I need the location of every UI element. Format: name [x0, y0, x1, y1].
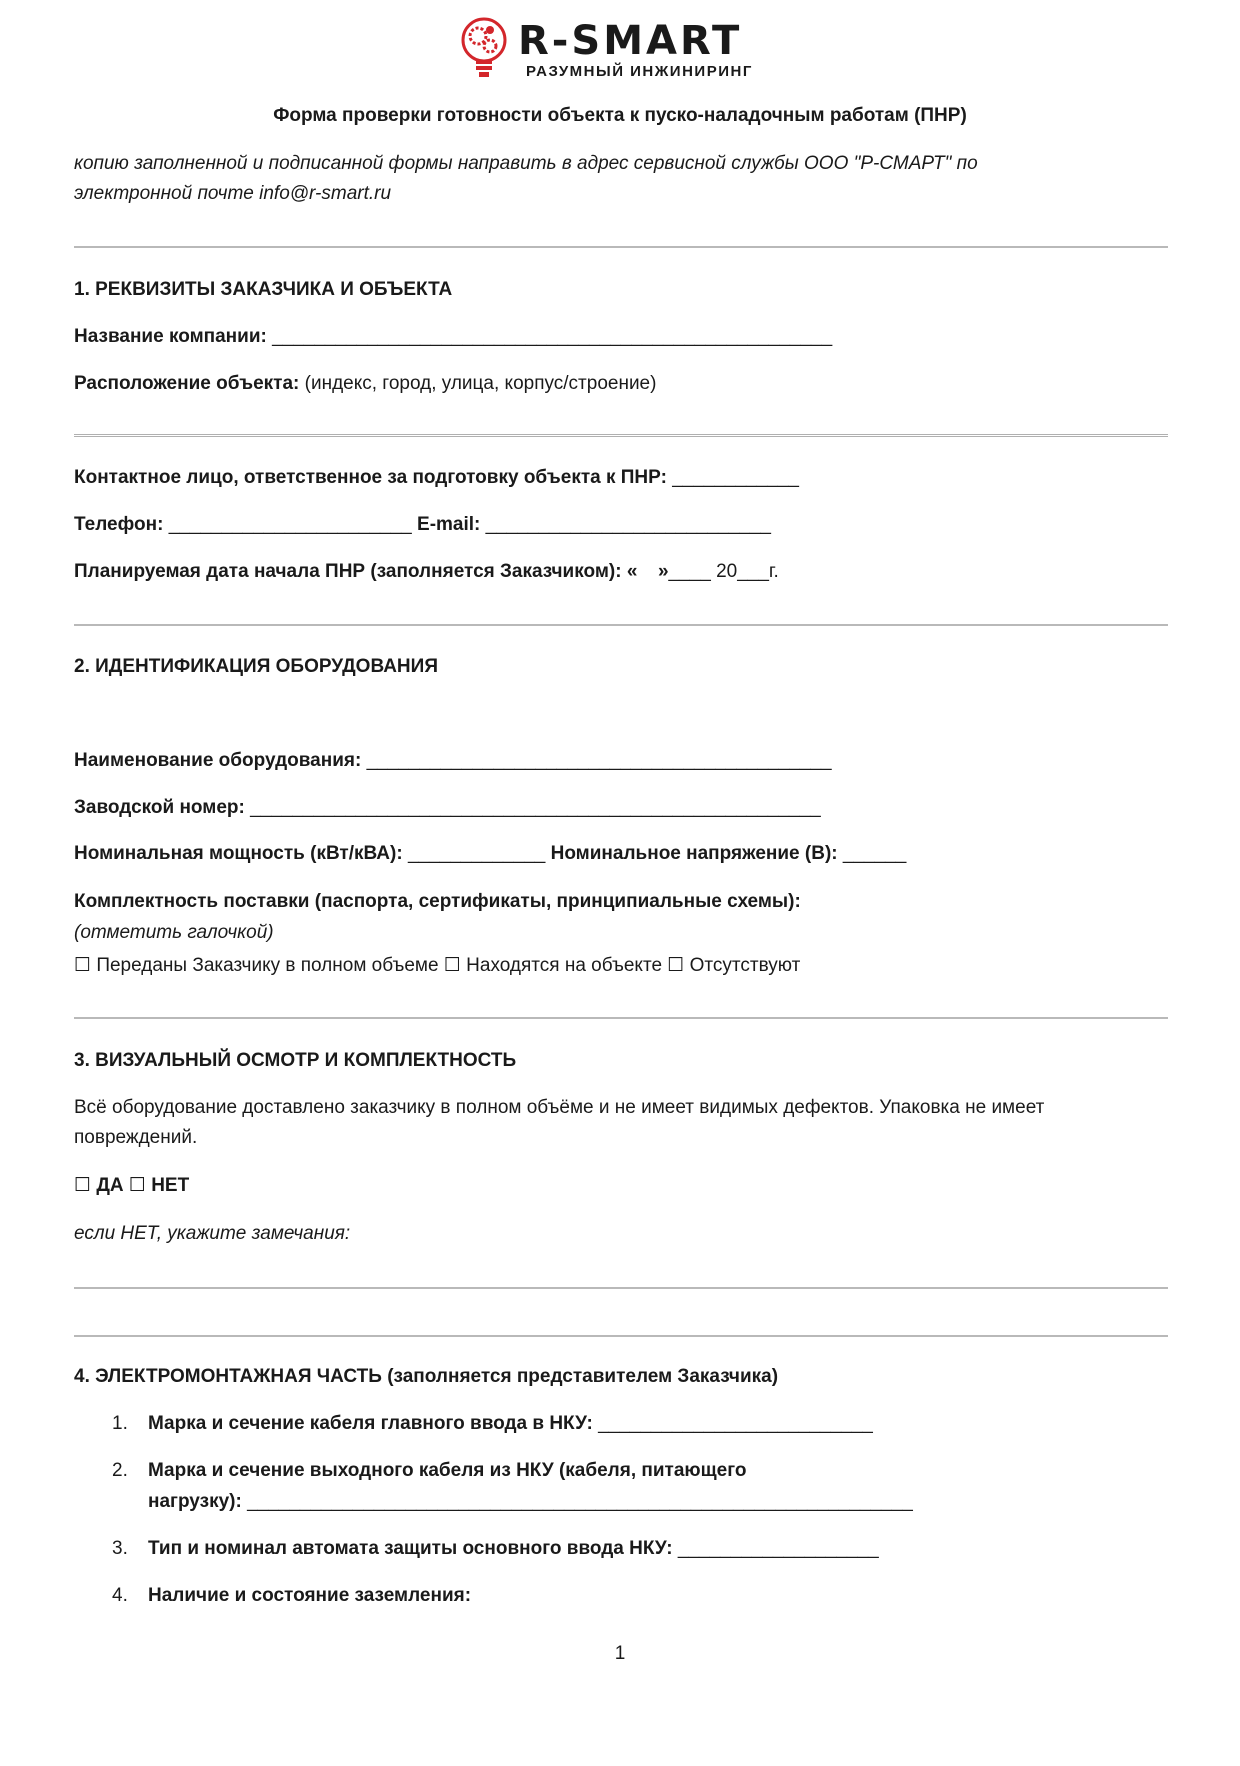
checkbox-delivered[interactable]: ☐ — [74, 954, 92, 976]
instruction-line-1: копию заполненной и подписанной формы направить в адрес сервисной службы ООО "Р-СМАРТ" по — [74, 153, 978, 174]
contact-label: Контактное лицо, ответственное за подготовку объекта к ПНР: — [74, 467, 667, 488]
start-date-row — [74, 560, 779, 584]
logo — [460, 16, 780, 86]
output-cable-field[interactable]: _______________________________________________________________ — [247, 1491, 913, 1512]
checkbox-absent[interactable]: ☐ — [667, 954, 685, 976]
company-label: Название компании: — [74, 326, 267, 347]
remarks-hint: если НЕТ, укажите замечания: — [74, 1223, 351, 1244]
section-4-title: 4. ЭЛЕКТРОМОНТАЖНАЯ ЧАСТЬ — [74, 1366, 382, 1387]
inspection-text-2: повреждений. — [74, 1127, 198, 1148]
completeness-label: Комплектность поставки (паспорта, сертификаты, принципиальные схемы): — [74, 891, 801, 912]
voltage-label: Номинальное напряжение (В): — [550, 843, 838, 864]
yes-label: ДА — [96, 1175, 124, 1196]
location-hint: (индекс, город, улица, корпус/строение) — [304, 373, 657, 394]
checkbox-no[interactable]: ☐ — [128, 1174, 146, 1196]
divider — [74, 1017, 1168, 1019]
power-label: Номинальная мощность (кВт/кВА): — [74, 843, 403, 864]
inspection-text-1: Всё оборудование доставлено заказчику в полном объёме и не имеет видимых дефектов. Упаковка не имеет — [74, 1097, 1045, 1118]
divider — [74, 246, 1168, 248]
start-date-field[interactable]: ____ 20___г. — [668, 561, 779, 582]
main-input-cable-field[interactable]: __________________________ — [598, 1413, 873, 1434]
email-field[interactable]: ___________________________ — [485, 514, 771, 535]
serial-row — [74, 796, 821, 820]
equipment-field[interactable]: ____________________________________________ — [366, 750, 832, 771]
list-item-number: 4. — [112, 1585, 128, 1606]
list-item-text: Наличие и состояние заземления: — [148, 1585, 472, 1606]
list-item — [112, 1412, 873, 1436]
option-delivered-label: Переданы Заказчику в полном объеме — [96, 955, 439, 976]
equipment-row — [74, 749, 832, 773]
lightbulb-gear-icon — [460, 16, 508, 82]
divider — [74, 1335, 1168, 1337]
list-item-text: нагрузку): — [148, 1491, 242, 1512]
list-item-text: Марка и сечение выходного кабеля из НКУ (кабеля, питающего — [148, 1460, 747, 1481]
yes-no-row — [74, 1173, 189, 1198]
company-row — [74, 325, 832, 349]
section-4-note: (заполняется представителем Заказчика) — [387, 1366, 779, 1387]
option-on-site-label: Находятся на объекте — [466, 955, 663, 976]
checkbox-yes[interactable]: ☐ — [74, 1174, 92, 1196]
company-field[interactable]: _____________________________________________________ — [272, 326, 833, 347]
no-label: НЕТ — [151, 1175, 190, 1196]
breaker-field[interactable]: ___________________ — [677, 1538, 879, 1559]
list-item-continuation — [148, 1490, 913, 1514]
completeness-options — [74, 953, 800, 978]
start-date-label: Планируемая дата начала ПНР (заполняется Заказчиком): — [74, 561, 622, 582]
serial-field[interactable]: ______________________________________________________ — [250, 797, 821, 818]
divider — [74, 624, 1168, 626]
power-voltage-row — [74, 842, 906, 866]
checkbox-on-site[interactable]: ☐ — [443, 954, 461, 976]
logo-name: R-SMART — [518, 18, 743, 64]
phone-email-row — [74, 513, 771, 537]
list-item-text: Тип и номинал автомата защиты основного ввода НКУ: — [148, 1538, 673, 1559]
contact-row — [74, 466, 799, 490]
divider — [74, 434, 1168, 439]
logo-tagline: РАЗУМНЫЙ ИНЖИНИРИНГ — [526, 63, 753, 80]
list-item-text: Марка и сечение кабеля главного ввода в НКУ: — [148, 1413, 593, 1434]
email-label: E-mail: — [417, 514, 481, 535]
list-item-number: 3. — [112, 1538, 128, 1559]
list-item — [112, 1584, 471, 1608]
date-close-quote: » — [657, 561, 669, 582]
section-4-heading — [74, 1365, 778, 1389]
serial-label: Заводской номер: — [74, 797, 245, 818]
list-item — [112, 1459, 747, 1483]
completeness-hint: (отметить галочкой) — [74, 922, 274, 943]
location-label: Расположение объекта: — [74, 373, 300, 394]
phone-field[interactable]: _______________________ — [168, 514, 412, 535]
phone-label: Телефон: — [74, 514, 164, 535]
power-field[interactable]: _____________ — [407, 843, 546, 864]
instruction-line-2: электронной почте info@r-smart.ru — [74, 183, 392, 204]
location-row — [74, 372, 656, 396]
list-item-number: 2. — [112, 1460, 128, 1481]
section-2-heading: 2. ИДЕНТИФИКАЦИЯ ОБОРУДОВАНИЯ — [74, 656, 438, 677]
list-item — [112, 1537, 879, 1561]
voltage-field[interactable]: ______ — [842, 843, 907, 864]
section-1-heading: 1. РЕКВИЗИТЫ ЗАКАЗЧИКА И ОБЪЕКТА — [74, 279, 453, 300]
equipment-label: Наименование оборудования: — [74, 750, 362, 771]
section-3-heading: 3. ВИЗУАЛЬНЫЙ ОСМОТР И КОМПЛЕКТНОСТЬ — [74, 1050, 517, 1071]
option-absent-label: Отсутствуют — [689, 955, 801, 976]
remarks-line[interactable] — [74, 1287, 1168, 1289]
page-number: 1 — [614, 1643, 626, 1664]
contact-field[interactable]: ____________ — [672, 467, 799, 488]
document-title: Форма проверки готовности объекта к пуско-наладочным работам (ПНР) — [273, 105, 967, 126]
list-item-number: 1. — [112, 1413, 128, 1434]
date-open-quote: « — [626, 561, 638, 582]
